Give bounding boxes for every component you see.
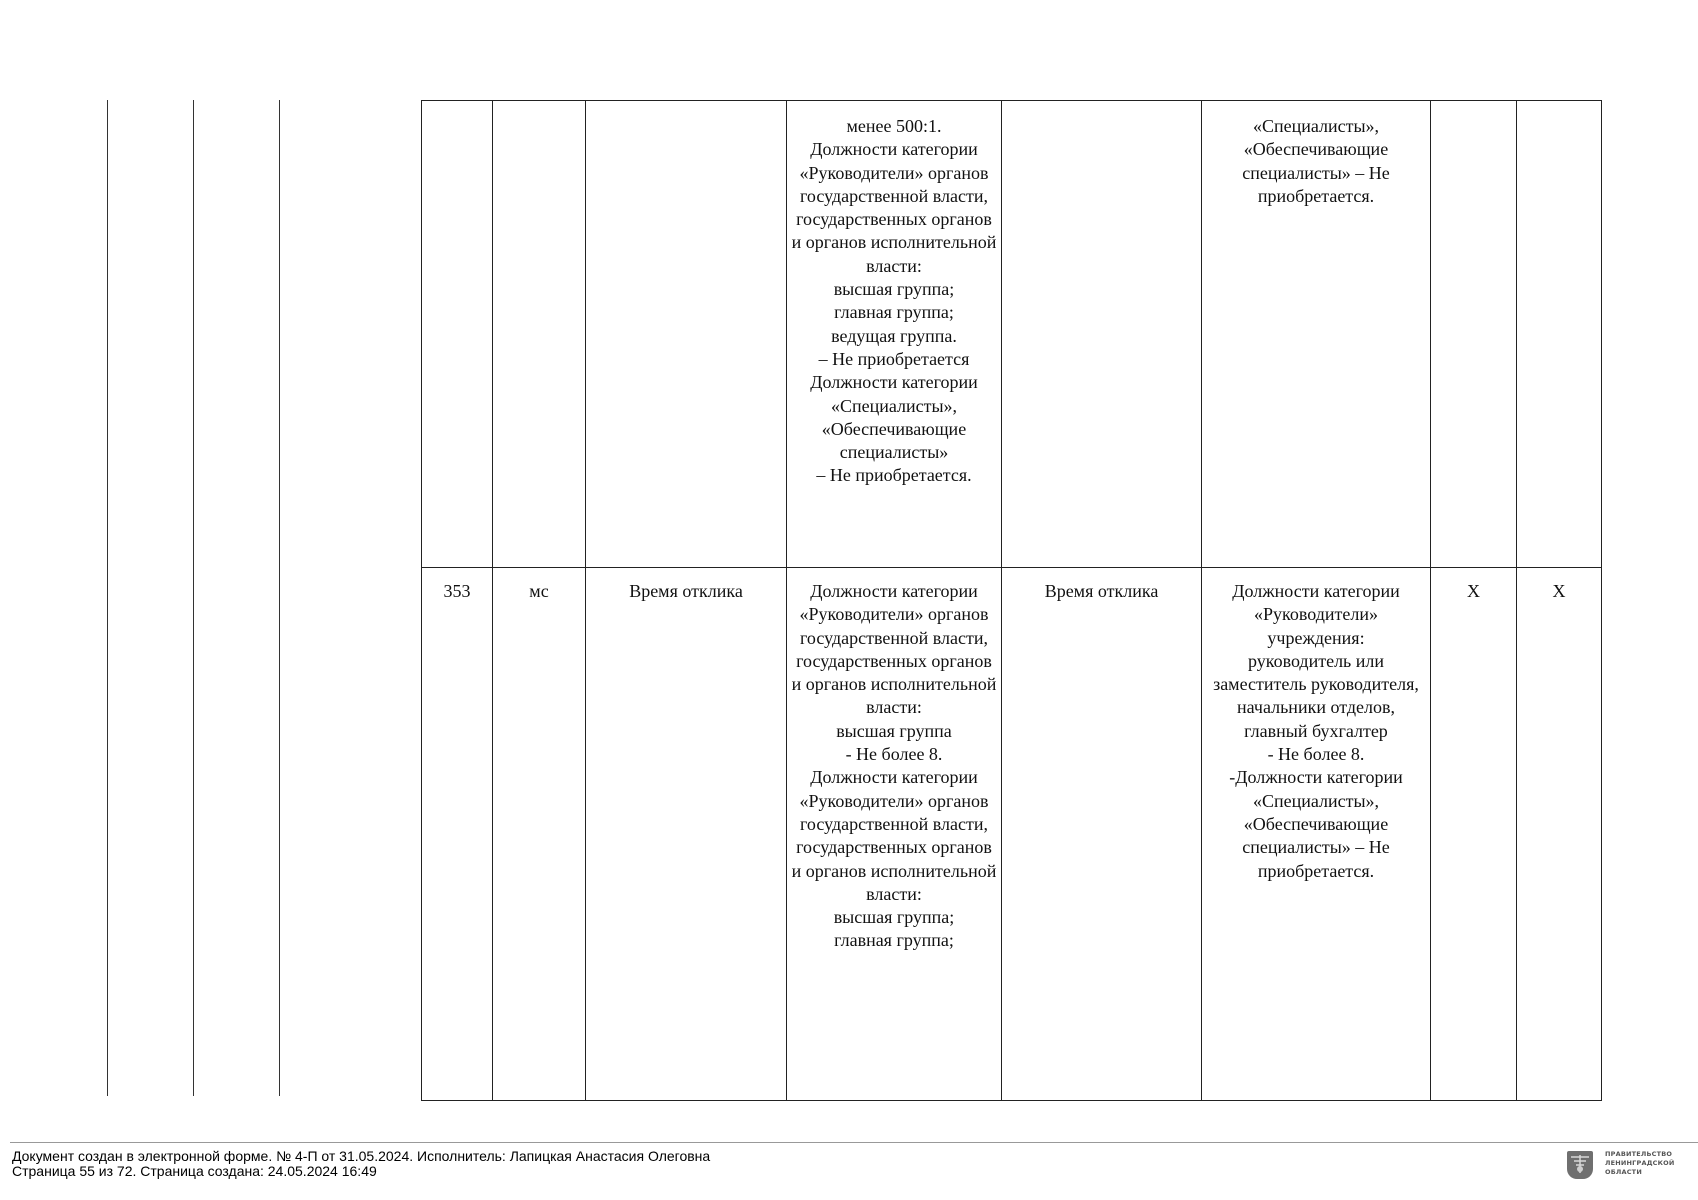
table-cell: Х xyxy=(1431,568,1517,1101)
table-cell: менее 500:1. Должности категории «Руководители» органов государственной власти, государственных органов и органов исполнительной власти: высшая группа; главная группа; ведущая группа. – Не приобретается Должности категории «Специалисты», «Обеспечивающие специалисты» – Не приобретается. xyxy=(787,101,1002,568)
table-cell xyxy=(1517,101,1602,568)
footer-page-info: Страница 55 из 72. Страница создана: 24.05.2024 16:49 xyxy=(12,1163,377,1179)
table-cell: Х xyxy=(1517,568,1602,1101)
table-cell: Время отклика xyxy=(1002,568,1202,1101)
table-row xyxy=(422,101,1602,568)
table-cell xyxy=(1002,101,1202,568)
table-cell: Должности категории «Руководители» учреждения: руководитель или заместитель руководителя, начальники отделов, главный бухгалтер - Не более 8. -Должности категории «Специалисты», «Обеспечивающие специалисты» – Не приобретается. xyxy=(1202,568,1431,1101)
table-cell xyxy=(586,101,787,568)
table-cell: 353 xyxy=(422,568,493,1101)
left-table-line xyxy=(107,100,108,1096)
table-row xyxy=(422,568,1602,1101)
table-cell: Время отклика xyxy=(586,568,787,1101)
table-cell: Должности категории «Руководители» органов государственной власти, государственных органов и органов исполнительной власти: высшая группа - Не более 8. Должности категории «Руководители» органов государственной власти, государственных органов и органов исполнительной власти: высшая группа; главная группа; xyxy=(787,568,1002,1101)
footer-divider xyxy=(10,1142,1698,1143)
left-table-line xyxy=(279,100,280,1096)
table-cell xyxy=(422,101,493,568)
table-cell: «Специалисты», «Обеспечивающие специалисты» – Не приобретается. xyxy=(1202,101,1431,568)
government-logo xyxy=(1567,1149,1687,1183)
coat-of-arms-icon xyxy=(1567,1151,1593,1179)
table-cell: мс xyxy=(493,568,586,1101)
document-footer xyxy=(12,1149,710,1179)
table-cell xyxy=(1431,101,1517,568)
document-table xyxy=(421,100,1602,1101)
logo-text: ПРАВИТЕЛЬСТВО ЛЕНИНГРАДСКОЙ ОБЛАСТИ xyxy=(1605,1150,1675,1176)
table-cell xyxy=(493,101,586,568)
footer-document-info: Документ создан в электронной форме. № 4-П от 31.05.2024. Исполнитель: Лапицкая Анастасия Олеговна xyxy=(12,1148,711,1164)
left-table-line xyxy=(193,100,194,1096)
